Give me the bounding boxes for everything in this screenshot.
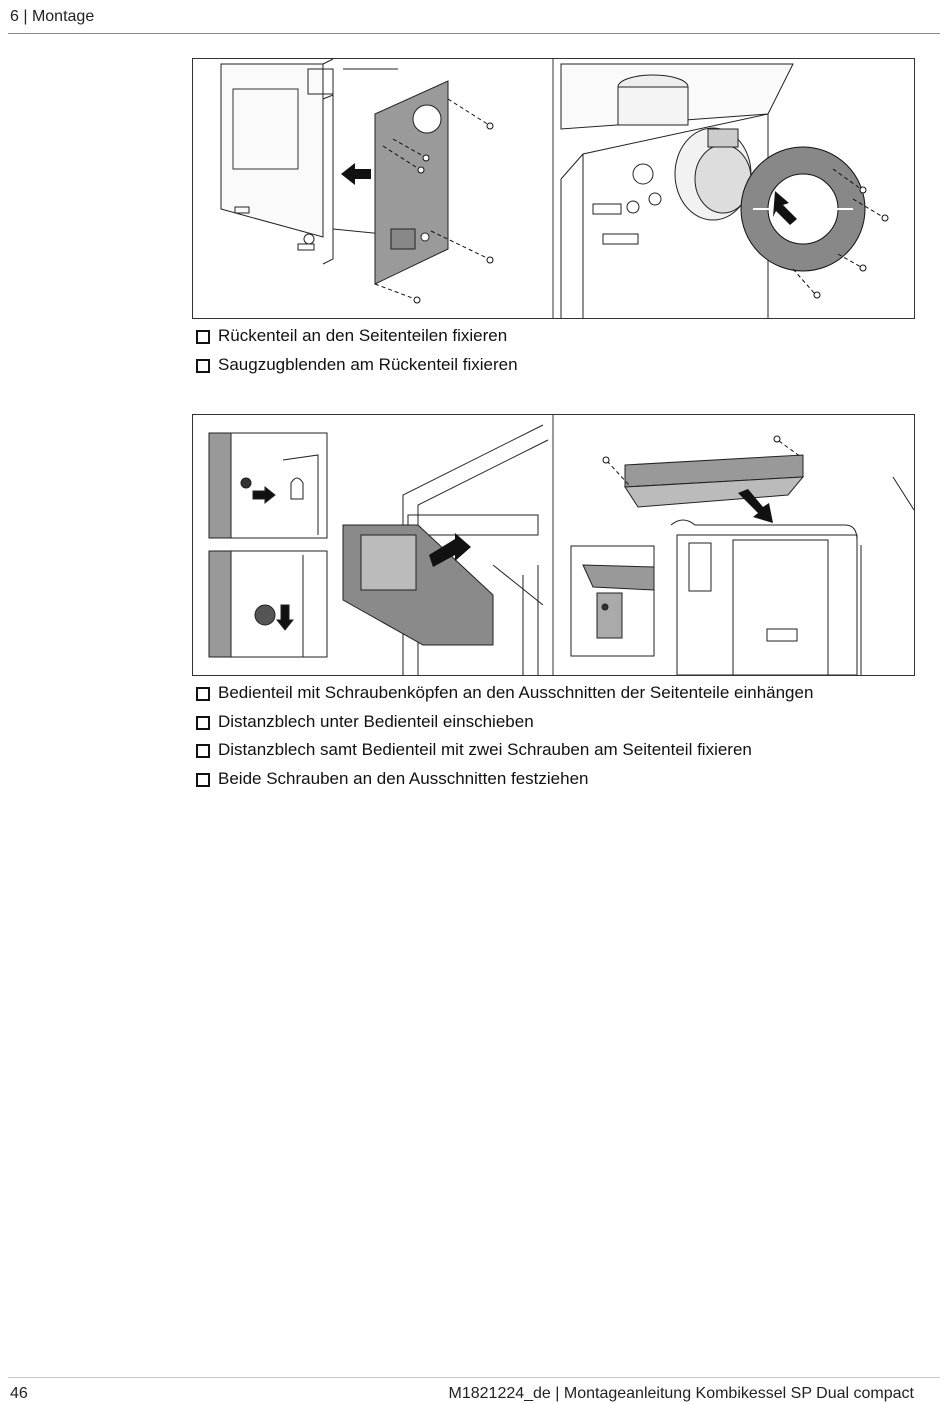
- top-cover-sheet: [625, 455, 803, 507]
- step-item: [196, 768, 813, 797]
- step-list-back-panel: [196, 325, 518, 382]
- checkbox-icon: [196, 716, 210, 730]
- step-text: Saugzugblenden am Rückenteil fixieren: [218, 354, 518, 374]
- checkbox-icon: [196, 744, 210, 758]
- step-text: Beide Schrauben an den Ausschnitten festziehen: [218, 768, 589, 788]
- step-text: Bedienteil mit Schraubenköpfen an den Ausschnitten der Seitenteile einhängen: [218, 683, 814, 702]
- step-text: Distanzblech samt Bedienteil mit zwei Schrauben am Seitenteil fixieren: [218, 740, 752, 759]
- detail-inset-screw-head-bottom: [209, 551, 327, 657]
- detail-inset-spacer: [571, 546, 654, 656]
- step-text: Rückenteil an den Seitenteilen fixieren: [218, 326, 508, 345]
- cabinet-front-drawing: [671, 477, 914, 675]
- step-list-control-unit: [196, 682, 813, 796]
- step-item: [196, 711, 813, 740]
- checkbox-icon: [196, 687, 210, 701]
- footer-divider: [8, 1377, 940, 1378]
- step-text: Distanzblech unter Bedienteil einschieben: [218, 711, 534, 731]
- mounting-arrow: [341, 163, 371, 185]
- page-number: 46: [10, 1385, 28, 1402]
- step-item: [196, 682, 813, 711]
- document-title: M1821224_de | Montageanleitung Kombikessel SP Dual compact: [448, 1385, 914, 1402]
- control-unit-housing: [343, 525, 493, 645]
- checkbox-icon: [196, 359, 210, 373]
- step-item: [196, 354, 518, 383]
- page-header-section: 6 | Montage: [10, 8, 95, 25]
- flue-cover-ring: [741, 147, 865, 271]
- checkbox-icon: [196, 330, 210, 344]
- step-item: [196, 739, 813, 768]
- detail-inset-screw-head-top: [209, 433, 327, 538]
- step-item: [196, 325, 518, 354]
- fan-connector: [675, 128, 751, 220]
- checkbox-icon: [196, 773, 210, 787]
- boiler-housing-drawing: [221, 59, 398, 264]
- illustration-control-unit-mounting: [192, 414, 915, 676]
- illustration-back-panel-mounting: [192, 58, 915, 319]
- header-divider: [8, 33, 940, 34]
- back-panel-sheet: [375, 81, 448, 284]
